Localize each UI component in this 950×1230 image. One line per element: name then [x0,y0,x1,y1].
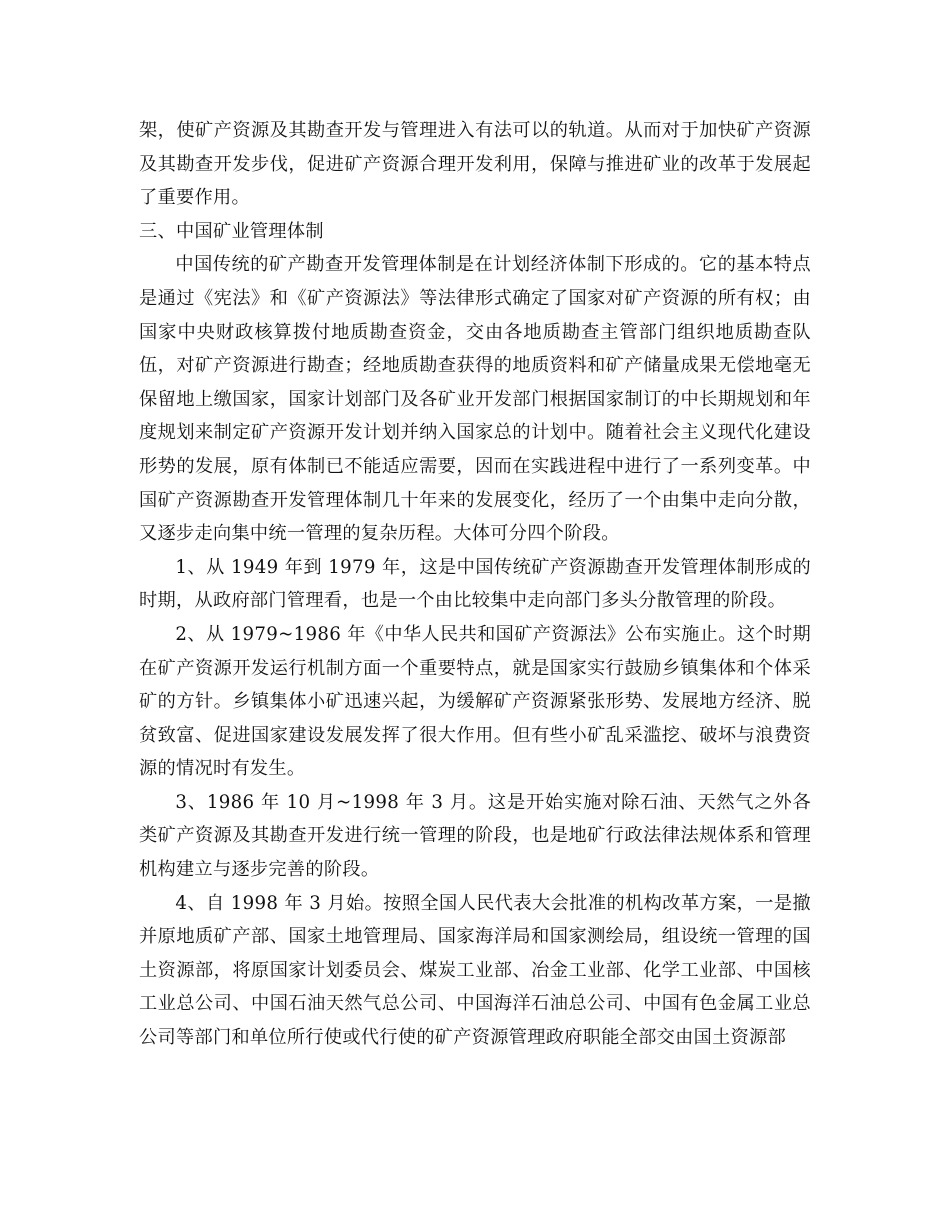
paragraph-stage-3: 3、1986 年 10 月~1998 年 3 月。这是开始实施对除石油、天然气之外各类矿产资源及其勘查开发进行统一管理的阶段，也是地矿行政法律法规体系和管理机构建立与逐步完善的阶段。 [139,791,811,881]
document-body [139,114,811,1055]
paragraph-stage-4: 4、自 1998 年 3 月始。按照全国人民代表大会批准的机构改革方案，一是撤并原地质矿产部、国家土地管理局、国家海洋局和国家测绘局，组设统一管理的国土资源部，将原国家计划委员会、煤炭工业部、冶金工业部、化学工业部、中国核工业总公司、中国石油天然气总公司、中国海洋石油总公司、中国有色金属工业总公司等部门和单位所行使或代行使的矿产资源管理政府职能全部交由国土资源部 [139,892,811,1049]
paragraph-continuation: 架，使矿产资源及其勘查开发与管理进入有法可以的轨道。从而对于加快矿产资源及其勘查开发步伐，促进矿产资源合理开发利用，保障与推进矿业的改革于发展起了重要作用。 [139,120,811,209]
paragraph-management-system: 中国传统的矿产勘查开发管理体制是在计划经济体制下形成的。它的基本特点是通过《宪法》和《矿产资源法》等法律形式确定了国家对矿产资源的所有权；由国家中央财政核算拨付地质勘查资金，交由各地质勘查主管部门组织地质勘查队伍，对矿产资源进行勘查；经地质勘查获得的地质资料和矿产储量成果无偿地毫无保留地上缴国家，国家计划部门及各矿业开发部门根据国家制订的中长期规划和年度规划来制定矿产资源开发计划并纳入国家总的计划中。随着社会主义现代化建设形势的发展，原有体制已不能适应需要，因而在实践进程中进行了一系列变革。中国矿产资源勘查开发管理体制几十年来的发展变化，经历了一个由集中走向分散，又逐步走向集中统一管理的复杂历程。大体可分四个阶段。 [139,254,811,545]
paragraph-stage-1: 1、从 1949 年到 1979 年，这是中国传统矿产资源勘查开发管理体制形成的时期，从政府部门管理看，也是一个由比较集中走向部门多头分散管理的阶段。 [139,556,811,612]
section-heading: 三、中国矿业管理体制 [139,220,324,242]
paragraph-stage-2: 2、从 1979~1986 年《中华人民共和国矿产资源法》公布实施止。这个时期在矿产资源开发运行机制方面一个重要特点，就是国家实行鼓励乡镇集体和个体采矿的方针。乡镇集体小矿迅速兴起，为缓解矿产资源紧张形势、发展地方经济、脱贫致富、促进国家建设发展发挥了很大作用。但有些小矿乱采滥挖、破坏与浪费资源的情况时有发生。 [139,623,811,780]
